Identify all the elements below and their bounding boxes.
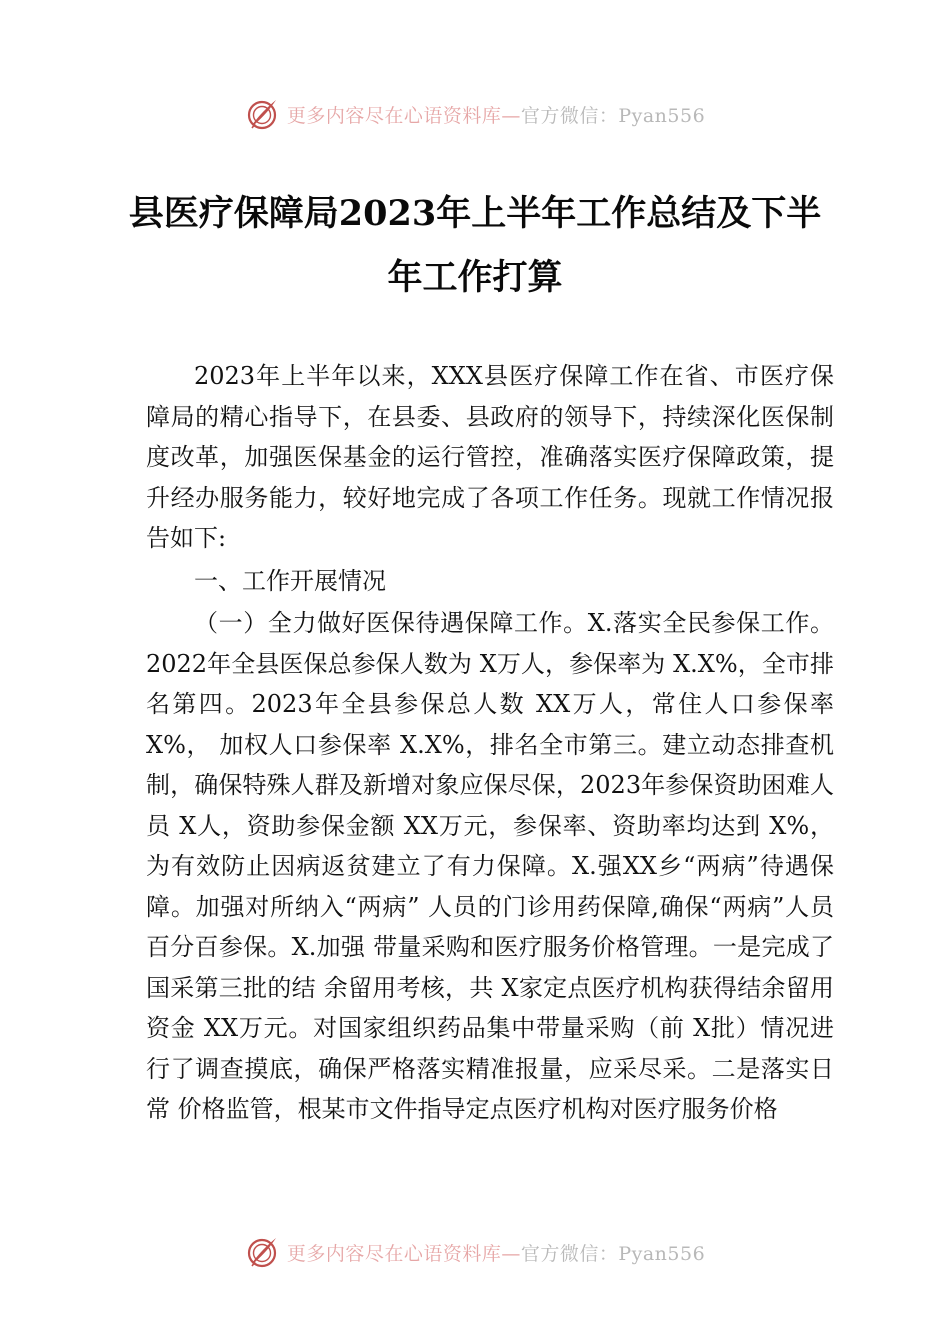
quill-logo-icon <box>245 1235 279 1269</box>
section-paragraph: （一）全力做好医保待遇保障工作。X.落实全民参保工作。2022年全县医保总参保人数为 X万人，参保率为 X.X%，全市排名第四。2023年全县参保总人数 XX万人，常住人口参保率 X%， 加权人口参保率 X.X%，排名全市第三。建立动态排查机制，确保特殊人群及新增对象应保尽保，2023年参保资助困难人员 X人，资助参保金额 XX万元，参保率、资助率均达到 X%，为有效防止因病返贫建立了有力保障。X.强XX乡“两病”待遇保障。加强对所纳入“两病” 人员的门诊用药保障,确保“两病”人员百分百参保。X.加强 带量采购和医疗服务价格管理。一是完成了国采第三批的结 余留用考核，共 X家定点医疗机构获得结余留用资金 XX万元。对国家组织药品集中带量采购（前 X批）情况进行了调查摸底，确保严格落实精准报量，应采尽采。二是落实日常 价格监管，根某市文件指导定点医疗机构对医疗服务价格 <box>146 609 834 1123</box>
banner-text <box>287 101 705 128</box>
banner-text-red: 更多内容尽在心语资料库— <box>286 1242 521 1265</box>
banner-text-gray: 官方微信：Pyan556 <box>520 1242 706 1265</box>
document-body <box>146 356 834 1130</box>
footer-watermark-banner <box>0 1230 950 1274</box>
document-title: 县医疗保障局2023年上半年工作总结及下半年工作打算 <box>128 193 822 298</box>
banner-text-gray: 官方微信：Pyan556 <box>520 104 706 127</box>
intro-paragraph: 2023年上半年以来，XXX县医疗保障工作在省、市医疗保障局的精心指导下，在县委、县政府的领导下，持续深化医保制度改革，加强医保基金的运行管控，准确落实医疗保障政策，提升经办服务能力，较好地完成了各项工作任务。现就工作情况报告如下: <box>146 362 834 552</box>
banner-text-red: 更多内容尽在心语资料库— <box>286 104 521 127</box>
header-watermark-banner <box>0 92 950 136</box>
section-heading: 一、工作开展情况 <box>194 566 386 595</box>
quill-logo-icon <box>245 97 279 131</box>
banner-text <box>287 1239 705 1266</box>
